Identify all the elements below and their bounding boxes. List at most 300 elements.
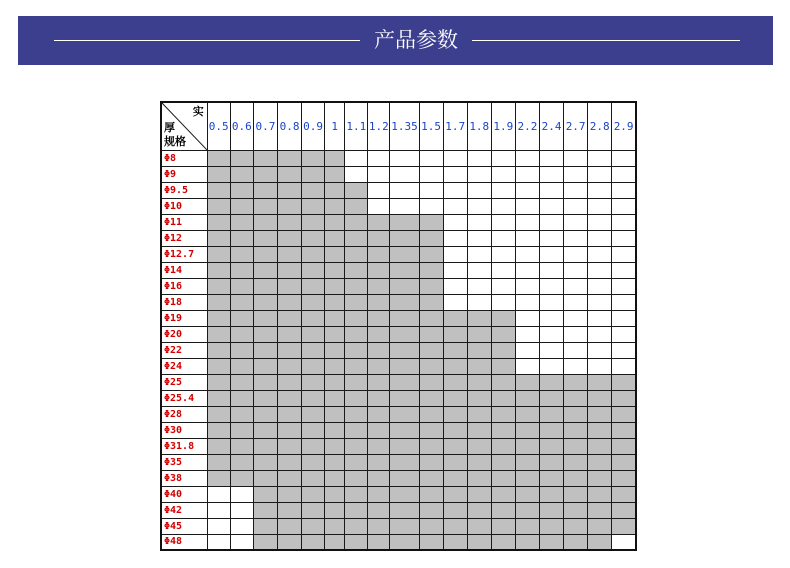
available-cell: [230, 374, 253, 390]
available-cell: [325, 502, 345, 518]
unavailable-cell: [564, 150, 588, 166]
unavailable-cell: [467, 230, 491, 246]
available-cell: [325, 342, 345, 358]
spec-label: Φ16: [161, 278, 207, 294]
available-cell: [515, 406, 539, 422]
available-cell: [539, 374, 563, 390]
unavailable-cell: [539, 358, 563, 374]
unavailable-cell: [443, 278, 467, 294]
available-cell: [612, 406, 636, 422]
available-cell: [345, 454, 368, 470]
table-row: [161, 294, 636, 310]
available-cell: [325, 214, 345, 230]
available-cell: [368, 454, 390, 470]
page-title: 产品参数: [374, 28, 458, 52]
available-cell: [491, 454, 515, 470]
available-cell: [539, 454, 563, 470]
available-cell: [277, 390, 301, 406]
available-cell: [277, 486, 301, 502]
unavailable-cell: [230, 534, 253, 550]
available-cell: [539, 502, 563, 518]
available-cell: [253, 390, 277, 406]
table-row: [161, 390, 636, 406]
available-cell: [277, 166, 301, 182]
available-cell: [207, 326, 230, 342]
unavailable-cell: [564, 294, 588, 310]
available-cell: [325, 278, 345, 294]
available-cell: [345, 310, 368, 326]
unavailable-cell: [491, 294, 515, 310]
available-cell: [230, 310, 253, 326]
available-cell: [491, 326, 515, 342]
spec-label: Φ12.7: [161, 246, 207, 262]
available-cell: [564, 374, 588, 390]
unavailable-cell: [612, 182, 636, 198]
available-cell: [467, 454, 491, 470]
available-cell: [345, 374, 368, 390]
available-cell: [345, 294, 368, 310]
unavailable-cell: [467, 150, 491, 166]
available-cell: [302, 166, 325, 182]
unavailable-cell: [368, 150, 390, 166]
unavailable-cell: [443, 166, 467, 182]
unavailable-cell: [443, 198, 467, 214]
available-cell: [325, 374, 345, 390]
unavailable-cell: [564, 310, 588, 326]
available-cell: [588, 470, 612, 486]
available-cell: [612, 502, 636, 518]
available-cell: [325, 166, 345, 182]
available-cell: [207, 342, 230, 358]
available-cell: [564, 390, 588, 406]
available-cell: [253, 470, 277, 486]
available-cell: [207, 166, 230, 182]
available-cell: [564, 502, 588, 518]
unavailable-cell: [467, 294, 491, 310]
available-cell: [515, 502, 539, 518]
available-cell: [419, 262, 443, 278]
available-cell: [491, 534, 515, 550]
unavailable-cell: [443, 230, 467, 246]
available-cell: [419, 374, 443, 390]
table-row: [161, 150, 636, 166]
available-cell: [368, 358, 390, 374]
thickness-header: 1.8: [467, 102, 491, 150]
unavailable-cell: [612, 214, 636, 230]
available-cell: [467, 406, 491, 422]
unavailable-cell: [491, 230, 515, 246]
available-cell: [515, 438, 539, 454]
unavailable-cell: [467, 198, 491, 214]
thickness-header: 1.2: [368, 102, 390, 150]
available-cell: [345, 262, 368, 278]
available-cell: [368, 278, 390, 294]
header-row: [161, 102, 636, 150]
unavailable-cell: [564, 278, 588, 294]
unavailable-cell: [539, 262, 563, 278]
available-cell: [491, 518, 515, 534]
table-row: [161, 502, 636, 518]
available-cell: [230, 294, 253, 310]
available-cell: [302, 198, 325, 214]
thickness-header: 0.8: [277, 102, 301, 150]
table-row: [161, 374, 636, 390]
thickness-header: 2.7: [564, 102, 588, 150]
available-cell: [564, 438, 588, 454]
available-cell: [277, 422, 301, 438]
available-cell: [612, 422, 636, 438]
available-cell: [207, 358, 230, 374]
unavailable-cell: [419, 150, 443, 166]
available-cell: [345, 502, 368, 518]
available-cell: [467, 502, 491, 518]
available-cell: [277, 294, 301, 310]
unavailable-cell: [515, 294, 539, 310]
available-cell: [368, 326, 390, 342]
available-cell: [368, 310, 390, 326]
unavailable-cell: [539, 342, 563, 358]
available-cell: [588, 486, 612, 502]
available-cell: [325, 326, 345, 342]
available-cell: [539, 518, 563, 534]
available-cell: [277, 534, 301, 550]
unavailable-cell: [612, 294, 636, 310]
available-cell: [230, 262, 253, 278]
unavailable-cell: [539, 150, 563, 166]
unavailable-cell: [390, 182, 419, 198]
unavailable-cell: [588, 358, 612, 374]
available-cell: [230, 390, 253, 406]
available-cell: [230, 214, 253, 230]
available-cell: [515, 422, 539, 438]
available-cell: [230, 278, 253, 294]
available-cell: [302, 342, 325, 358]
available-cell: [443, 390, 467, 406]
available-cell: [277, 406, 301, 422]
available-cell: [539, 438, 563, 454]
available-cell: [253, 502, 277, 518]
available-cell: [368, 422, 390, 438]
available-cell: [207, 310, 230, 326]
available-cell: [491, 406, 515, 422]
available-cell: [419, 246, 443, 262]
unavailable-cell: [467, 262, 491, 278]
spec-label: Φ24: [161, 358, 207, 374]
unavailable-cell: [588, 150, 612, 166]
available-cell: [588, 454, 612, 470]
unavailable-cell: [491, 278, 515, 294]
available-cell: [253, 518, 277, 534]
available-cell: [325, 518, 345, 534]
available-cell: [390, 534, 419, 550]
available-cell: [539, 534, 563, 550]
available-cell: [253, 150, 277, 166]
available-cell: [368, 294, 390, 310]
available-cell: [253, 166, 277, 182]
unavailable-cell: [588, 198, 612, 214]
available-cell: [253, 406, 277, 422]
available-cell: [325, 486, 345, 502]
unavailable-cell: [564, 182, 588, 198]
spec-table: [160, 101, 637, 551]
available-cell: [253, 294, 277, 310]
unavailable-cell: [612, 166, 636, 182]
available-cell: [443, 342, 467, 358]
available-cell: [325, 310, 345, 326]
available-cell: [443, 502, 467, 518]
available-cell: [302, 326, 325, 342]
unavailable-cell: [368, 182, 390, 198]
available-cell: [612, 438, 636, 454]
available-cell: [612, 454, 636, 470]
available-cell: [253, 486, 277, 502]
available-cell: [390, 518, 419, 534]
available-cell: [253, 374, 277, 390]
unavailable-cell: [230, 518, 253, 534]
available-cell: [302, 230, 325, 246]
available-cell: [419, 390, 443, 406]
unavailable-cell: [515, 262, 539, 278]
available-cell: [368, 518, 390, 534]
spec-label: Φ11: [161, 214, 207, 230]
available-cell: [345, 214, 368, 230]
available-cell: [325, 262, 345, 278]
available-cell: [390, 374, 419, 390]
available-cell: [325, 294, 345, 310]
available-cell: [443, 374, 467, 390]
spec-label: Φ12: [161, 230, 207, 246]
unavailable-cell: [588, 182, 612, 198]
available-cell: [443, 486, 467, 502]
available-cell: [368, 390, 390, 406]
spec-label: Φ45: [161, 518, 207, 534]
available-cell: [588, 534, 612, 550]
available-cell: [302, 486, 325, 502]
unavailable-cell: [443, 246, 467, 262]
thickness-header: 0.6: [230, 102, 253, 150]
available-cell: [253, 214, 277, 230]
unavailable-cell: [443, 182, 467, 198]
spec-label: Φ8: [161, 150, 207, 166]
available-cell: [491, 422, 515, 438]
available-cell: [443, 310, 467, 326]
available-cell: [419, 230, 443, 246]
available-cell: [588, 438, 612, 454]
available-cell: [491, 470, 515, 486]
unavailable-cell: [564, 246, 588, 262]
corner-label-middle: 厚: [164, 121, 175, 134]
available-cell: [390, 470, 419, 486]
unavailable-cell: [515, 150, 539, 166]
table-row: [161, 358, 636, 374]
available-cell: [368, 230, 390, 246]
unavailable-cell: [515, 166, 539, 182]
available-cell: [345, 470, 368, 486]
spec-label: Φ10: [161, 198, 207, 214]
unavailable-cell: [390, 198, 419, 214]
available-cell: [612, 374, 636, 390]
available-cell: [390, 326, 419, 342]
available-cell: [302, 454, 325, 470]
available-cell: [207, 438, 230, 454]
available-cell: [564, 422, 588, 438]
table-row: [161, 406, 636, 422]
available-cell: [491, 374, 515, 390]
available-cell: [443, 438, 467, 454]
unavailable-cell: [588, 262, 612, 278]
available-cell: [253, 310, 277, 326]
spec-label: Φ9.5: [161, 182, 207, 198]
available-cell: [564, 486, 588, 502]
available-cell: [368, 470, 390, 486]
available-cell: [491, 358, 515, 374]
available-cell: [302, 278, 325, 294]
available-cell: [390, 294, 419, 310]
available-cell: [539, 390, 563, 406]
spec-label: Φ19: [161, 310, 207, 326]
available-cell: [368, 534, 390, 550]
thickness-header: 1.35: [390, 102, 419, 150]
available-cell: [253, 182, 277, 198]
available-cell: [325, 230, 345, 246]
available-cell: [390, 502, 419, 518]
available-cell: [443, 422, 467, 438]
available-cell: [277, 518, 301, 534]
available-cell: [302, 422, 325, 438]
unavailable-cell: [588, 214, 612, 230]
available-cell: [419, 310, 443, 326]
table-row: [161, 438, 636, 454]
available-cell: [467, 310, 491, 326]
available-cell: [588, 422, 612, 438]
table-row: [161, 534, 636, 550]
available-cell: [230, 150, 253, 166]
available-cell: [325, 438, 345, 454]
unavailable-cell: [588, 342, 612, 358]
unavailable-cell: [491, 214, 515, 230]
available-cell: [230, 182, 253, 198]
unavailable-cell: [539, 214, 563, 230]
table-row: [161, 246, 636, 262]
unavailable-cell: [515, 246, 539, 262]
unavailable-cell: [539, 230, 563, 246]
unavailable-cell: [467, 214, 491, 230]
available-cell: [207, 262, 230, 278]
unavailable-cell: [419, 182, 443, 198]
unavailable-cell: [564, 358, 588, 374]
unavailable-cell: [207, 518, 230, 534]
available-cell: [467, 534, 491, 550]
table-row: [161, 182, 636, 198]
unavailable-cell: [230, 486, 253, 502]
available-cell: [325, 422, 345, 438]
unavailable-cell: [564, 230, 588, 246]
available-cell: [467, 470, 491, 486]
available-cell: [302, 390, 325, 406]
available-cell: [419, 342, 443, 358]
unavailable-cell: [207, 486, 230, 502]
thickness-header: 2.8: [588, 102, 612, 150]
available-cell: [588, 374, 612, 390]
available-cell: [419, 214, 443, 230]
spec-label: Φ18: [161, 294, 207, 310]
available-cell: [207, 374, 230, 390]
table-row: [161, 278, 636, 294]
available-cell: [277, 470, 301, 486]
unavailable-cell: [612, 358, 636, 374]
available-cell: [419, 422, 443, 438]
available-cell: [419, 486, 443, 502]
available-cell: [207, 214, 230, 230]
table-row: [161, 342, 636, 358]
thickness-header: 2.4: [539, 102, 563, 150]
available-cell: [443, 358, 467, 374]
available-cell: [302, 182, 325, 198]
available-cell: [253, 358, 277, 374]
available-cell: [345, 246, 368, 262]
available-cell: [443, 454, 467, 470]
available-cell: [390, 422, 419, 438]
available-cell: [253, 230, 277, 246]
available-cell: [345, 406, 368, 422]
unavailable-cell: [564, 214, 588, 230]
unavailable-cell: [491, 198, 515, 214]
thickness-header: 1.9: [491, 102, 515, 150]
unavailable-cell: [588, 246, 612, 262]
available-cell: [207, 454, 230, 470]
table-row: [161, 486, 636, 502]
available-cell: [302, 518, 325, 534]
available-cell: [253, 342, 277, 358]
available-cell: [491, 502, 515, 518]
available-cell: [588, 406, 612, 422]
unavailable-cell: [345, 150, 368, 166]
available-cell: [491, 438, 515, 454]
thickness-header: 1.5: [419, 102, 443, 150]
available-cell: [467, 390, 491, 406]
available-cell: [277, 310, 301, 326]
unavailable-cell: [588, 310, 612, 326]
spec-label: Φ35: [161, 454, 207, 470]
available-cell: [491, 390, 515, 406]
available-cell: [564, 406, 588, 422]
available-cell: [368, 374, 390, 390]
available-cell: [443, 534, 467, 550]
available-cell: [325, 534, 345, 550]
unavailable-cell: [491, 246, 515, 262]
available-cell: [515, 454, 539, 470]
available-cell: [277, 214, 301, 230]
unavailable-cell: [467, 182, 491, 198]
unavailable-cell: [539, 294, 563, 310]
available-cell: [207, 230, 230, 246]
unavailable-cell: [612, 230, 636, 246]
spec-label: Φ25.4: [161, 390, 207, 406]
available-cell: [325, 246, 345, 262]
available-cell: [253, 422, 277, 438]
unavailable-cell: [539, 166, 563, 182]
unavailable-cell: [612, 262, 636, 278]
corner-header: [161, 102, 207, 150]
table-row: [161, 198, 636, 214]
available-cell: [230, 438, 253, 454]
unavailable-cell: [443, 150, 467, 166]
unavailable-cell: [539, 182, 563, 198]
unavailable-cell: [612, 150, 636, 166]
available-cell: [515, 486, 539, 502]
banner-rule-right: [472, 40, 740, 41]
available-cell: [277, 198, 301, 214]
